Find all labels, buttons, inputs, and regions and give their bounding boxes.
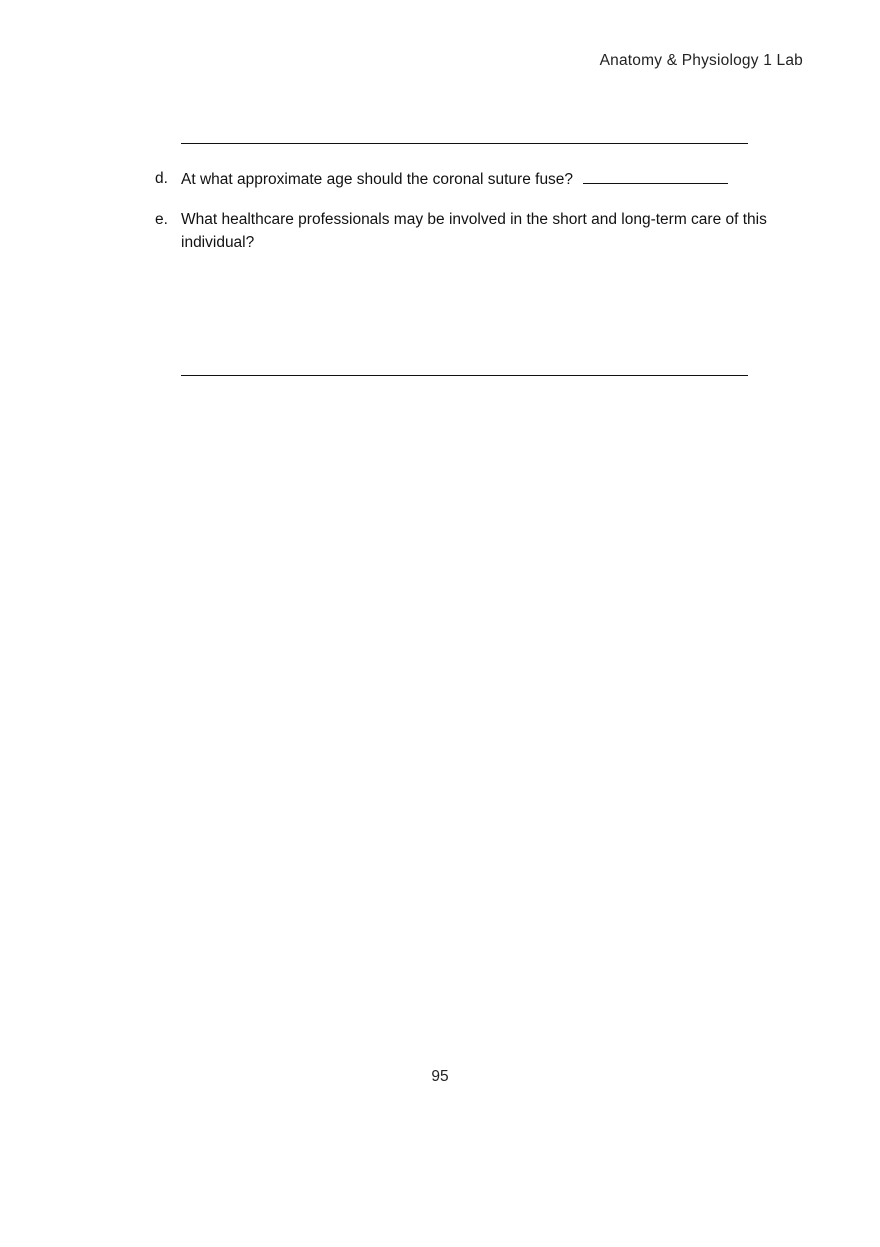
question-d-text: At what approximate age should the coronal suture fuse?: [181, 171, 574, 188]
answer-line[interactable]: [181, 143, 748, 144]
answer-line[interactable]: [181, 375, 748, 376]
question-letter: e.: [155, 211, 168, 228]
page-header-title: Anatomy & Physiology 1 Lab: [599, 52, 803, 69]
question-text: [181, 167, 795, 191]
answer-blank[interactable]: [583, 167, 728, 184]
question-e-text: What healthcare professionals may be involved in the short and long-term care of this individual?: [181, 211, 767, 251]
page-number: 95: [431, 1068, 449, 1085]
question-letter: d.: [155, 170, 168, 187]
